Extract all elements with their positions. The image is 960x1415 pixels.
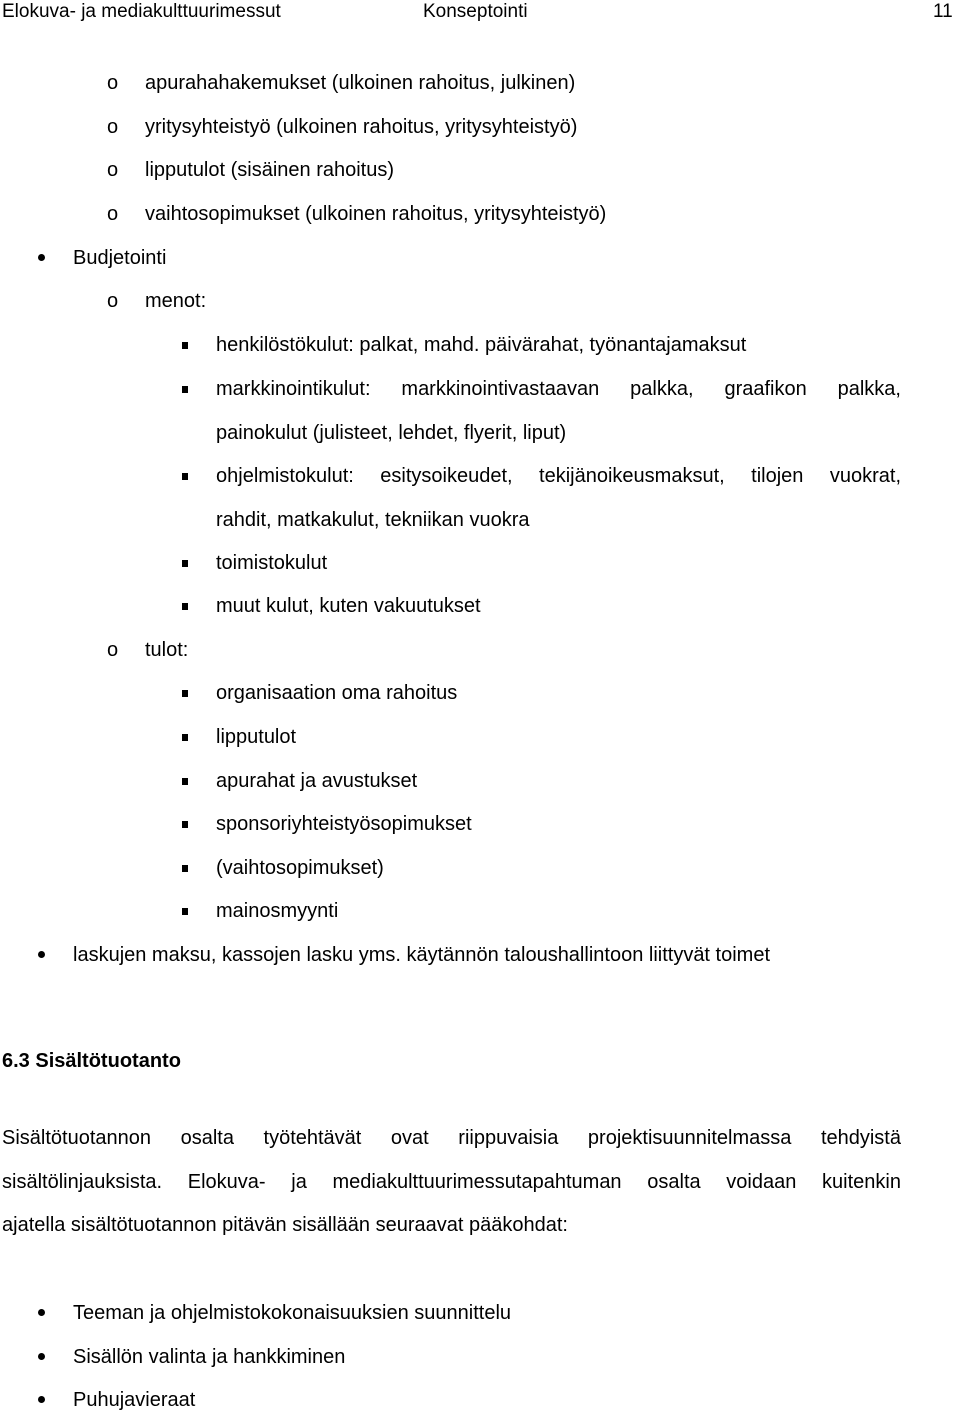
expense-item: muut kulut, kuten vakuutukset xyxy=(216,595,481,617)
income-item: apurahat ja avustukset xyxy=(216,770,418,792)
income-item: (vaihtosopimukset) xyxy=(216,857,384,879)
funding-item: apurahahakemukset (ulkoinen rahoitus, julkinen) xyxy=(145,72,576,94)
billing-item: laskujen maksu, kassojen lasku yms. käytännön taloushallintoon liittyvät toimet xyxy=(73,944,771,966)
square-bullet-icon xyxy=(182,386,188,393)
hollow-bullet-icon: o xyxy=(107,639,119,661)
content-bullet: Puhujavieraat xyxy=(73,1389,196,1411)
bullet-icon xyxy=(38,254,45,261)
paragraph-line: sisältölinjauksista. Elokuva- ja mediakulttuurimessutapahtuman osalta voidaan kuitenkin xyxy=(2,1171,901,1193)
content-bullet: Sisällön valinta ja hankkiminen xyxy=(73,1346,346,1368)
square-bullet-icon xyxy=(182,778,188,785)
square-bullet-icon xyxy=(182,865,188,872)
funding-item: yritysyhteistyö (ulkoinen rahoitus, yritysyhteistyö) xyxy=(145,116,578,138)
content-bullet: Teeman ja ohjelmistokokonaisuuksien suunnittelu xyxy=(73,1302,512,1324)
hollow-bullet-icon: o xyxy=(107,116,119,138)
income-item: organisaation oma rahoitus xyxy=(216,682,458,704)
header-chapter-title: Konseptointi xyxy=(423,1,528,22)
hollow-bullet-icon: o xyxy=(107,159,119,181)
hollow-bullet-icon: o xyxy=(107,203,119,225)
square-bullet-icon xyxy=(182,690,188,697)
header-page-number: 11 xyxy=(933,1,953,22)
square-bullet-icon xyxy=(182,560,188,567)
expense-item: ohjelmistokulut: esitysoikeudet, tekijänoikeusmaksut, tilojen vuokrat, xyxy=(216,465,901,487)
header-document-title: Elokuva- ja mediakulttuurimessut xyxy=(2,1,281,22)
square-bullet-icon xyxy=(182,908,188,915)
expense-item: henkilöstökulut: palkat, mahd. päivärahat, työnantajamaksut xyxy=(216,334,747,356)
expenses-label: menot: xyxy=(145,290,207,312)
income-label: tulot: xyxy=(145,639,189,661)
square-bullet-icon xyxy=(182,734,188,741)
expense-item-continuation: rahdit, matkakulut, tekniikan vuokra xyxy=(216,509,530,531)
square-bullet-icon xyxy=(182,603,188,610)
paragraph-line: Sisältötuotannon osalta työtehtävät ovat riippuvaisia projektisuunnitelmassa tehdyistä xyxy=(2,1127,901,1149)
income-item: sponsoriyhteistyösopimukset xyxy=(216,813,472,835)
expense-item: markkinointikulut: markkinointivastaavan palkka, graafikon palkka, xyxy=(216,378,901,400)
funding-item: lipputulot (sisäinen rahoitus) xyxy=(145,159,395,181)
bullet-icon xyxy=(38,1396,45,1403)
income-item: mainosmyynti xyxy=(216,900,339,922)
funding-item: vaihtosopimukset (ulkoinen rahoitus, yritysyhteistyö) xyxy=(145,203,607,225)
square-bullet-icon xyxy=(182,342,188,349)
section-heading: 6.3 Sisältötuotanto xyxy=(2,1050,181,1072)
hollow-bullet-icon: o xyxy=(107,290,119,312)
bullet-icon xyxy=(38,1353,45,1360)
square-bullet-icon xyxy=(182,821,188,828)
hollow-bullet-icon: o xyxy=(107,72,119,94)
expense-item: toimistokulut xyxy=(216,552,328,574)
income-item: lipputulot xyxy=(216,726,297,748)
paragraph-line: ajatella sisältötuotannon pitävän sisällään seuraavat pääkohdat: xyxy=(2,1214,568,1236)
budget-heading: Budjetointi xyxy=(73,247,167,269)
square-bullet-icon xyxy=(182,473,188,480)
bullet-icon xyxy=(38,1309,45,1316)
bullet-icon xyxy=(38,951,45,958)
expense-item-continuation: painokulut (julisteet, lehdet, flyerit, liput) xyxy=(216,422,567,444)
